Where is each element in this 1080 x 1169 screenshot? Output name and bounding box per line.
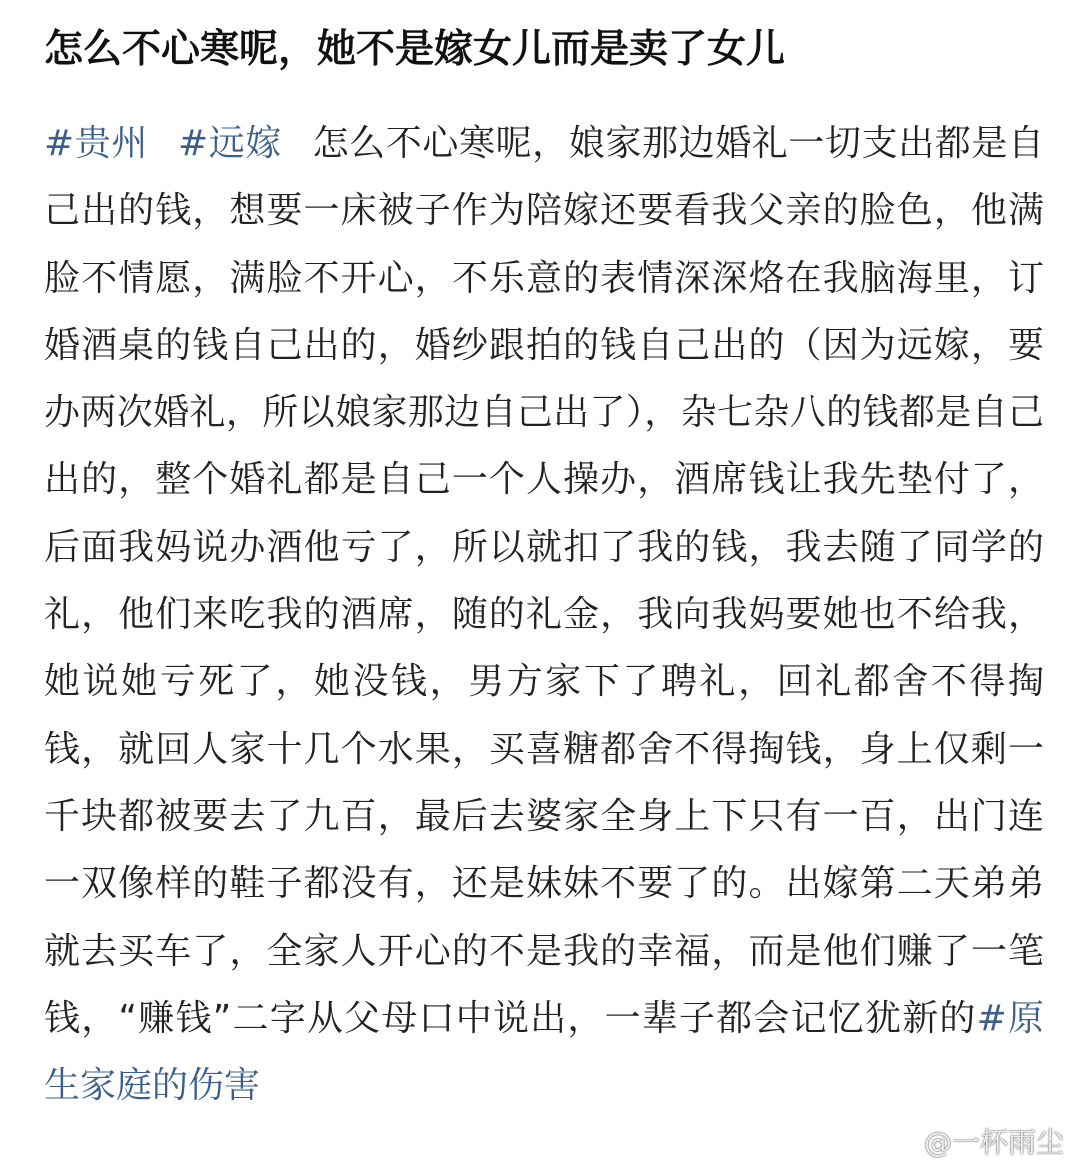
post: [44, 22, 1044, 1119]
post-body: [44, 110, 1044, 1119]
post-body-text: 怎么不心寒呢，娘家那边婚礼一切支出都是自己出的钱，想要一床被子作为陪嫁还要看我父亲的脸色，他满脸不情愿，满脸不开心，不乐意的表情深深烙在我脑海里，订婚酒桌的钱自己出的，婚纱跟拍的钱自己出的（因为远嫁，要办两次婚礼，所以娘家那边自己出了），杂七杂八的钱都是自己出的，整个婚礼都是自己一个人操办，酒席钱让我先垫付了，后面我妈说办酒他亏了，所以就扣了我的钱，我去随了同学的礼，他们来吃我的酒席，随的礼金，我向我妈要她也不给我，她说她亏死了，她没钱，男方家下了聘礼，回礼都舍不得掏钱，就回人家十几个水果，买喜糖都舍不得掏钱，身上仅剩一千块都被要去了九百，最后去婆家全身上下只有一百，出门连一双像样的鞋子都没有，还是妹妹不要了的。出嫁第二天弟弟就去买车了，全家人开心的不是我的幸福，而是他们赚了一笔钱，“赚钱”二字从父母口中说出，一辈子都会记忆犹新的: [44, 123, 1045, 1039]
watermark-handle: @一杯雨尘: [923, 1126, 1064, 1159]
weibo-icon: [878, 1124, 918, 1158]
hashtag-family-harm[interactable]: #原生家庭的伤害: [44, 997, 1044, 1107]
hashtag-guizhou[interactable]: #贵州: [44, 123, 148, 164]
post-title: 怎么不心寒呢，她不是嫁女儿而是卖了女儿: [44, 27, 786, 72]
hashtag-yuanjia[interactable]: #远嫁: [177, 123, 282, 164]
watermark: [878, 1121, 1064, 1161]
